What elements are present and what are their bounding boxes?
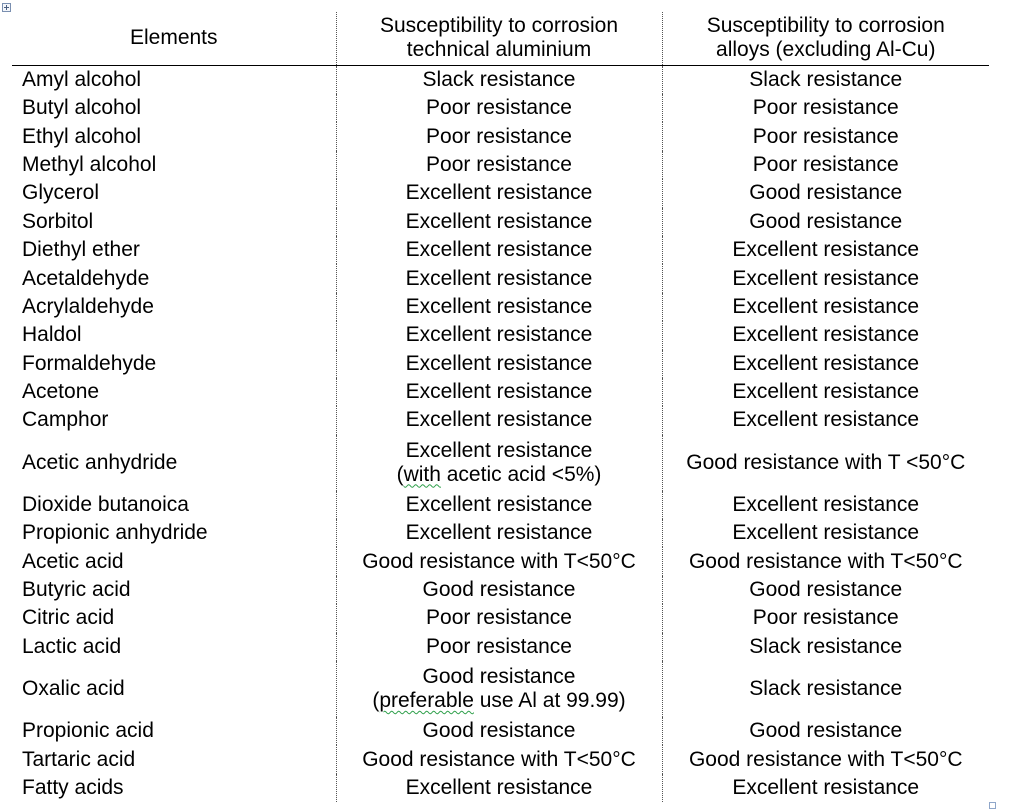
cell-alloys: Slack resistance: [662, 661, 989, 717]
cell-alloys: Excellent resistance: [662, 491, 989, 519]
cell-technical: Poor resistance: [336, 122, 662, 150]
header-technical-aluminium: [336, 12, 662, 66]
cell-element: Sorbitol: [22, 209, 94, 233]
table-row: [12, 774, 989, 802]
cell-technical: Excellent resistance: [336, 350, 662, 378]
table-row: [12, 633, 989, 661]
cell-element: Propionic anhydride: [22, 521, 208, 545]
table-row: [12, 717, 989, 745]
cell-element: Fatty acids: [22, 776, 124, 799]
table-row: [12, 208, 989, 236]
cell-technical: Slack resistance: [336, 66, 662, 95]
cell-technical: Good resistance: [336, 717, 662, 745]
cell-element: Tartaric acid: [22, 747, 136, 771]
table-row: [12, 406, 989, 434]
cell-alloys: Slack resistance: [662, 633, 989, 661]
cell-alloys: Good resistance with T <50°C: [662, 435, 989, 491]
cell-element: Propionic acid: [22, 719, 154, 743]
table-row: [12, 576, 989, 604]
cell-element: Oxalic acid: [22, 677, 125, 701]
cell-alloys: Good resistance with T<50°C: [662, 745, 989, 773]
cell-element: Lactic acid: [22, 634, 122, 658]
cell-technical-note: [343, 463, 656, 487]
cell-alloys: Excellent resistance: [662, 519, 989, 547]
cell-alloys: Poor resistance: [662, 604, 989, 632]
cell-element: Acetone: [22, 380, 100, 404]
header-alloys-line-1: Susceptibility to corrosion: [706, 14, 945, 37]
cell-technical: Poor resistance: [336, 604, 662, 632]
cell-element: Dioxide butanoica: [22, 492, 189, 516]
cell-element: Methyl alcohol: [22, 152, 157, 176]
cell-element: Acetic anhydride: [22, 450, 178, 474]
table-row: [12, 151, 989, 179]
cell-technical: Poor resistance: [336, 94, 662, 122]
cell-alloys: Good resistance: [662, 179, 989, 207]
table-row: [12, 66, 989, 95]
cell-element: Acetic acid: [22, 549, 124, 573]
table-row: [12, 378, 989, 406]
cell-alloys: Poor resistance: [662, 94, 989, 122]
note-rest: use Al at 99.99): [473, 689, 626, 713]
cell-technical: Excellent resistance: [336, 293, 662, 321]
table-row: [12, 94, 989, 122]
cell-alloys: Good resistance: [662, 717, 989, 745]
cell-technical-main: Excellent resistance: [405, 438, 593, 462]
cell-element: Diethyl ether: [22, 238, 140, 262]
cell-technical: Excellent resistance: [336, 378, 662, 406]
cell-alloys: Good resistance: [662, 208, 989, 236]
table-row: [12, 519, 989, 547]
cell-technical: Good resistance with T<50°C: [336, 547, 662, 575]
cell-alloys: Excellent resistance: [662, 378, 989, 406]
table-move-handle-icon[interactable]: [2, 3, 11, 12]
cell-element: Butyl alcohol: [22, 96, 142, 120]
cell-element: Amyl alcohol: [22, 68, 142, 91]
header-technical-line-2: technical aluminium: [406, 38, 592, 61]
cell-element: Haldol: [22, 323, 82, 347]
cell-alloys: Excellent resistance: [662, 350, 989, 378]
table-row: [12, 350, 989, 378]
cell-technical: Excellent resistance: [336, 519, 662, 547]
table-row: [12, 604, 989, 632]
cell-technical: Good resistance with T<50°C: [336, 745, 662, 773]
cell-alloys: Excellent resistance: [662, 321, 989, 349]
cell-technical: [336, 661, 662, 717]
cell-technical: Excellent resistance: [336, 406, 662, 434]
header-elements: Elements: [129, 26, 218, 49]
corrosion-table: [12, 12, 989, 802]
cell-element: Glycerol: [22, 181, 100, 205]
cell-element: Camphor: [22, 408, 109, 432]
cell-alloys: Excellent resistance: [662, 293, 989, 321]
table-row: [12, 491, 989, 519]
cell-alloys: Excellent resistance: [662, 774, 989, 802]
cell-technical-note: [343, 689, 656, 713]
table-row: [12, 179, 989, 207]
cell-element: Citric acid: [22, 606, 115, 630]
table-body: [12, 66, 989, 803]
cell-technical-main: Good resistance: [422, 665, 576, 689]
table-row: [12, 435, 989, 491]
note-prefix: (: [396, 462, 404, 486]
cell-element: Acetaldehyde: [22, 266, 150, 290]
spellcheck-word: preferable: [379, 689, 474, 713]
header-technical-line-1: Susceptibility to corrosion: [379, 14, 619, 37]
cell-technical: Poor resistance: [336, 633, 662, 661]
cell-technical: Excellent resistance: [336, 236, 662, 264]
table-row: [12, 236, 989, 264]
cell-alloys: Good resistance: [662, 576, 989, 604]
cell-alloys: Poor resistance: [662, 122, 989, 150]
table-row: [12, 745, 989, 773]
cell-alloys: Excellent resistance: [662, 236, 989, 264]
table-resize-handle-icon[interactable]: [989, 802, 996, 809]
cell-technical: Excellent resistance: [336, 774, 662, 802]
note-rest: acetic acid <5%): [440, 462, 602, 486]
cell-technical: Excellent resistance: [336, 491, 662, 519]
spellcheck-word: with: [403, 462, 441, 486]
cell-technical: Excellent resistance: [336, 208, 662, 236]
cell-element: Formaldehyde: [22, 351, 157, 375]
cell-technical: Good resistance: [336, 576, 662, 604]
cell-alloys: Poor resistance: [662, 151, 989, 179]
cell-technical: Excellent resistance: [336, 321, 662, 349]
cell-technical: Excellent resistance: [336, 264, 662, 292]
cell-alloys: Slack resistance: [662, 66, 989, 95]
table-row: [12, 321, 989, 349]
table-row: [12, 122, 989, 150]
cell-alloys: Excellent resistance: [662, 406, 989, 434]
table-row: [12, 661, 989, 717]
cell-element: Acrylaldehyde: [22, 294, 154, 318]
cell-technical: Poor resistance: [336, 151, 662, 179]
cell-alloys: Excellent resistance: [662, 264, 989, 292]
note-prefix: (: [372, 689, 380, 713]
header-row: [12, 12, 989, 66]
cell-technical: [336, 435, 662, 491]
cell-element: Ethyl alcohol: [22, 124, 142, 148]
table-row: [12, 264, 989, 292]
cell-element: Butyric acid: [22, 578, 131, 602]
header-alloys-line-2: alloys (excluding Al-Cu): [716, 38, 936, 61]
cell-alloys: Good resistance with T<50°C: [662, 547, 989, 575]
cell-technical: Excellent resistance: [336, 179, 662, 207]
header-alloys: [662, 12, 989, 66]
table-row: [12, 293, 989, 321]
table-row: [12, 547, 989, 575]
